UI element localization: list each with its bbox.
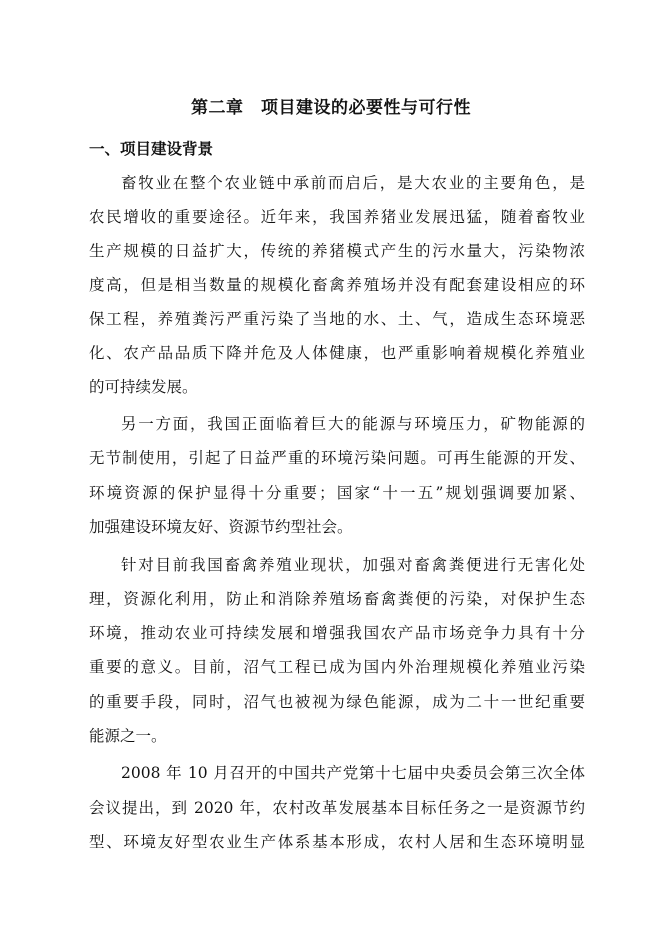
paragraph-line: 保工程，养殖粪污严重污染了当地的水、土、气，造成生态环境恶 bbox=[89, 310, 585, 328]
paragraph-line: 生产规模的日益扩大，传统的养猪模式产生的污水量大，污染物浓 bbox=[89, 242, 585, 260]
paragraph-line: 型、环境友好型农业生产体系基本形成，农村人居和生态环境明显 bbox=[89, 833, 585, 851]
paragraph-line: 环境资源的保护显得十分重要；国家“十一五”规划强调要加紧、 bbox=[89, 484, 585, 502]
paragraph-line: 无节制使用，引起了日益严重的环境污染问题。可再生能源的开发、 bbox=[89, 449, 585, 467]
paragraph-line: 化、农产品品质下降并危及人体健康，也严重影响着规模化养殖业 bbox=[89, 344, 585, 362]
paragraph-line: 理，资源化利用，防止和消除养殖场畜禽粪便的污染，对保护生态 bbox=[89, 590, 585, 608]
chapter-title: 第二章 项目建设的必要性与可行性 bbox=[191, 98, 471, 118]
paragraph-line: 重要的意义。目前，沼气工程已成为国内外治理规模化养殖业污染 bbox=[89, 658, 585, 676]
section-heading: 一、项目建设背景 bbox=[89, 140, 214, 158]
paragraph-line: 加强建设环境友好、资源节约型社会。 bbox=[89, 518, 353, 536]
paragraph-line: 的重要手段，同时，沼气也被视为绿色能源，成为二十一世纪重要 bbox=[89, 693, 585, 711]
paragraph-line: 农民增收的重要途径。近年来，我国养猪业发展迅猛，随着畜牧业 bbox=[89, 208, 585, 226]
paragraph-line: 能源之一。 bbox=[89, 727, 167, 745]
paragraph-line: 的可持续发展。 bbox=[89, 378, 198, 396]
paragraph-line: 环境，推动农业可持续发展和增强我国农产品市场竞争力具有十分 bbox=[89, 624, 585, 642]
paragraph-line: 畜牧业在整个农业链中承前而启后，是大农业的主要角色，是 bbox=[121, 174, 585, 192]
paragraph-line: 2008 年 10 月召开的中国共产党第十七届中央委员会第三次全体 bbox=[121, 764, 585, 782]
paragraph-line: 会议提出，到 2020 年，农村改革发展基本目标任务之一是资源节约 bbox=[89, 799, 585, 817]
paragraph-line: 另一方面，我国正面临着巨大的能源与环境压力，矿物能源的 bbox=[121, 415, 585, 433]
paragraph-line: 针对目前我国畜禽养殖业现状，加强对畜禽粪便进行无害化处 bbox=[121, 556, 585, 574]
paragraph-line: 度高，但是相当数量的规模化畜禽养殖场并没有配套建设相应的环 bbox=[89, 276, 585, 294]
